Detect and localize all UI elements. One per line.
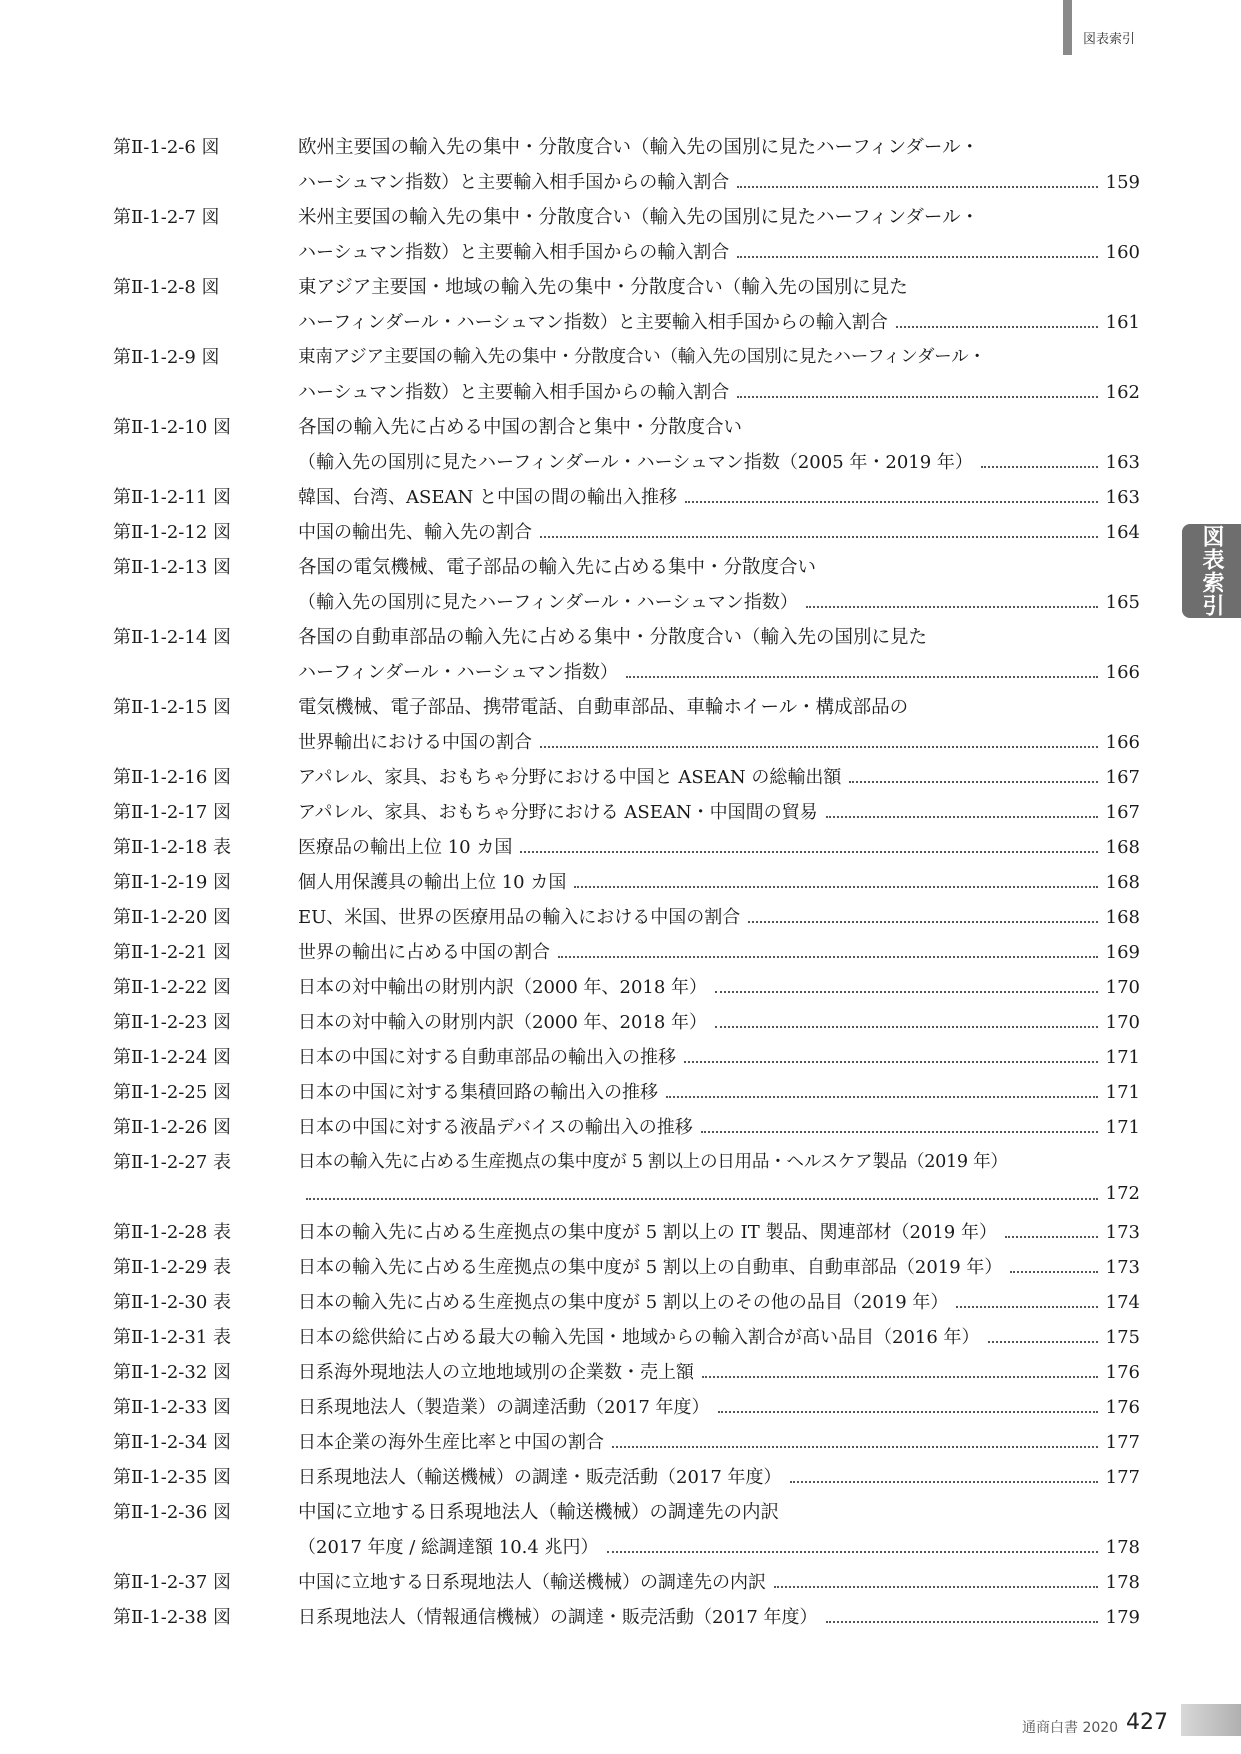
entry-title-text: 医療品の輸出上位 10 カ国: [298, 837, 513, 858]
dot-leader: [626, 675, 1098, 678]
entry-last-line: [298, 1428, 1140, 1454]
entry-title-text: 日本の対中輸出の財別内訳（2000 年、2018 年）: [298, 977, 708, 998]
entry-last-line: [298, 1463, 1140, 1489]
index-entry-line: [0, 619, 1241, 654]
dot-leader: [715, 1025, 1098, 1028]
dot-leader: [748, 920, 1097, 923]
index-entry-line: [0, 1599, 1241, 1634]
page-ref[interactable]: 177: [1105, 1467, 1140, 1488]
page-ref[interactable]: 176: [1105, 1362, 1140, 1383]
index-entry-line: [0, 514, 1241, 549]
dot-leader: [685, 500, 1098, 503]
dot-leader: [574, 885, 1097, 888]
dot-leader: [715, 990, 1098, 993]
index-entry-line: [0, 1004, 1241, 1039]
index-entry[interactable]: [0, 1459, 1241, 1494]
dot-leader: [737, 185, 1097, 188]
index-entry-line: [0, 724, 1241, 759]
index-entry[interactable]: [0, 1074, 1241, 1109]
entry-title-text: 日本企業の海外生産比率と中国の割合: [298, 1432, 604, 1453]
index-entry-line: [0, 584, 1241, 619]
page-ref[interactable]: 170: [1105, 977, 1140, 998]
index-entry[interactable]: [0, 269, 1241, 339]
index-entry[interactable]: [0, 409, 1241, 479]
page-ref[interactable]: 178: [1105, 1537, 1140, 1558]
index-entry-line: [0, 899, 1241, 934]
index-entry[interactable]: [0, 514, 1241, 549]
index-entry[interactable]: [0, 619, 1241, 689]
index-entry[interactable]: [0, 1144, 1241, 1214]
entry-last-line: [298, 868, 1140, 894]
index-entry-line: [0, 1249, 1241, 1284]
page-ref[interactable]: 174: [1105, 1292, 1140, 1313]
entry-title-text: 日本の輸入先に占める生産拠点の集中度が 5 割以上のその他の品目（2019 年）: [298, 1292, 949, 1313]
index-entry-line: [0, 1214, 1241, 1249]
index-entry[interactable]: [0, 759, 1241, 794]
figure-label: 第Ⅱ-1-2-20 図: [113, 907, 232, 928]
dot-leader: [896, 325, 1098, 328]
figure-label: 第Ⅱ-1-2-36 図: [113, 1502, 232, 1523]
index-entry[interactable]: [0, 1389, 1241, 1424]
page-ref[interactable]: 171: [1105, 1117, 1140, 1138]
entry-title-text: 個人用保護具の輸出上位 10 カ国: [298, 872, 567, 893]
index-side-tab[interactable]: 図表索引: [1182, 524, 1241, 618]
entry-title-text: ハーフィンダール・ハーシュマン指数）: [298, 662, 618, 683]
entry-last-line: [298, 1008, 1140, 1034]
entry-title-text: 世界輸出における中国の割合: [298, 732, 532, 753]
index-entry[interactable]: [0, 864, 1241, 899]
entry-title-text: 各国の輸入先に占める中国の割合と集中・分散度合い: [298, 417, 743, 438]
entry-title-text: 東アジア主要国・地域の輸入先の集中・分散度合い（輸入先の国別に見た: [298, 277, 908, 298]
figure-label: 第Ⅱ-1-2-23 図: [113, 1012, 232, 1033]
index-entry-line: [0, 794, 1241, 829]
dot-leader: [806, 605, 1098, 608]
page-ref[interactable]: 163: [1105, 487, 1140, 508]
entry-last-line: [298, 763, 1140, 789]
index-entry[interactable]: [0, 1564, 1241, 1599]
index-entry-line: [0, 1424, 1241, 1459]
index-entry-line: [0, 269, 1241, 304]
page-ref[interactable]: 173: [1105, 1222, 1140, 1243]
dot-leader: [826, 815, 1098, 818]
figure-label: 第Ⅱ-1-2-9 図: [113, 347, 220, 368]
entry-title-text: ハーシュマン指数）と主要輸入相手国からの輸入割合: [298, 382, 730, 403]
index-entry-line: [0, 759, 1241, 794]
figure-label: 第Ⅱ-1-2-16 図: [113, 767, 232, 788]
figure-label: 第Ⅱ-1-2-37 図: [113, 1572, 232, 1593]
dot-leader: [520, 850, 1097, 853]
figure-label: 第Ⅱ-1-2-6 図: [113, 137, 220, 158]
page-ref[interactable]: 168: [1105, 837, 1140, 858]
page-ref[interactable]: 167: [1105, 767, 1140, 788]
entry-title-text: ハーシュマン指数）と主要輸入相手国からの輸入割合: [298, 172, 730, 193]
figure-label: 第Ⅱ-1-2-24 図: [113, 1047, 232, 1068]
entry-last-line: [298, 1113, 1140, 1139]
figure-label: 第Ⅱ-1-2-7 図: [113, 207, 220, 228]
page-ref[interactable]: 164: [1105, 522, 1140, 543]
entry-title-text: 東南アジア主要国の輸入先の集中・分散度合い（輸入先の国別に見たハーフィンダール・: [298, 347, 986, 367]
page-ref[interactable]: 171: [1105, 1047, 1140, 1068]
figure-label: 第Ⅱ-1-2-31 表: [113, 1327, 232, 1348]
figure-label: 第Ⅱ-1-2-19 図: [113, 872, 232, 893]
entry-title-text: 日本の中国に対する自動車部品の輸出入の推移: [298, 1047, 676, 1068]
entry-last-line: [298, 308, 1140, 334]
entry-title-text: ハーフィンダール・ハーシュマン指数）と主要輸入相手国からの輸入割合: [298, 312, 888, 333]
dot-leader: [1010, 1270, 1097, 1273]
entry-title-text: 日本の輸入先に占める生産拠点の集中度が 5 割以上の自動車、自動車部品（2019 年）: [298, 1257, 1003, 1278]
dot-leader: [849, 780, 1097, 783]
index-entry[interactable]: [0, 1319, 1241, 1354]
index-entry-line: [0, 934, 1241, 969]
index-entry-line: [0, 1354, 1241, 1389]
entry-last-line: [298, 1533, 1140, 1559]
index-entry-line: [0, 1319, 1241, 1354]
index-entry-line: [0, 1529, 1241, 1564]
dot-leader: [826, 1620, 1098, 1623]
dot-leader: [540, 745, 1098, 748]
index-entry-line: [0, 1494, 1241, 1529]
entry-last-line: [298, 1393, 1140, 1419]
index-entry-line: [0, 1179, 1241, 1214]
entry-title-text: 韓国、台湾、ASEAN と中国の間の輸出入推移: [298, 487, 677, 508]
entry-last-line: [298, 448, 1140, 474]
dot-leader: [701, 1130, 1098, 1133]
header-bar: [1063, 0, 1072, 55]
entry-last-line: [298, 483, 1140, 509]
entry-title-text: 中国に立地する日系現地法人（輸送機械）の調達先の内訳: [298, 1572, 766, 1593]
figure-label: 第Ⅱ-1-2-27 表: [113, 1152, 232, 1173]
index-entry-line: [0, 234, 1241, 269]
page-ref[interactable]: 166: [1105, 662, 1140, 683]
entry-title-text: ハーシュマン指数）と主要輸入相手国からの輸入割合: [298, 242, 730, 263]
index-entry-line: [0, 444, 1241, 479]
entry-last-line: [298, 728, 1140, 754]
dot-leader: [702, 1375, 1098, 1378]
index-entry-line: [0, 1459, 1241, 1494]
index-entry-line: [0, 829, 1241, 864]
index-entry[interactable]: [0, 1249, 1241, 1284]
entry-title-text: （輸入先の国別に見たハーフィンダール・ハーシュマン指数）: [298, 592, 798, 613]
entry-last-line: [298, 1043, 1140, 1069]
dot-leader: [774, 1585, 1098, 1588]
index-entry[interactable]: [0, 479, 1241, 514]
entry-title-text: 各国の自動車部品の輸入先に占める集中・分散度合い（輸入先の国別に見た: [298, 627, 928, 648]
dot-leader: [737, 395, 1097, 398]
footer-book-title: 通商白書 2020: [1022, 1720, 1119, 1736]
figure-label: 第Ⅱ-1-2-35 図: [113, 1467, 232, 1488]
index-entry-line: [0, 304, 1241, 339]
dot-leader: [684, 1060, 1098, 1063]
entry-last-line: [298, 1358, 1140, 1384]
entry-title-text: 世界の輸出に占める中国の割合: [298, 942, 550, 963]
index-entry-line: [0, 479, 1241, 514]
index-entry[interactable]: [0, 794, 1241, 829]
footer-bar: [1181, 1704, 1241, 1736]
index-entry[interactable]: [0, 339, 1241, 409]
page-ref[interactable]: 167: [1105, 802, 1140, 823]
index-entry-line: [0, 1074, 1241, 1109]
index-entry-line: [0, 129, 1241, 164]
page-ref[interactable]: 162: [1105, 382, 1140, 403]
page-ref[interactable]: 166: [1105, 732, 1140, 753]
dot-leader: [1005, 1235, 1098, 1238]
entry-title-text: 日系現地法人（輸送機械）の調達・販売活動（2017 年度）: [298, 1467, 782, 1488]
figure-label: 第Ⅱ-1-2-14 図: [113, 627, 232, 648]
index-entry[interactable]: [0, 1599, 1241, 1634]
header-section-label: 図表索引: [1083, 32, 1136, 47]
entry-last-line: [298, 1603, 1140, 1629]
entry-last-line: [298, 938, 1140, 964]
figure-label: 第Ⅱ-1-2-10 図: [113, 417, 232, 438]
figure-label: 第Ⅱ-1-2-34 図: [113, 1432, 232, 1453]
entry-title-text: （輸入先の国別に見たハーフィンダール・ハーシュマン指数（2005 年・2019 年）: [298, 452, 973, 473]
entry-last-line: [298, 168, 1140, 194]
dot-leader: [718, 1410, 1098, 1413]
index-entry[interactable]: [0, 1354, 1241, 1389]
figure-label: 第Ⅱ-1-2-30 表: [113, 1292, 232, 1313]
figure-label: 第Ⅱ-1-2-22 図: [113, 977, 232, 998]
entry-title-text: 中国に立地する日系現地法人（輸送機械）の調達先の内訳: [298, 1502, 780, 1523]
figure-label: 第Ⅱ-1-2-38 図: [113, 1607, 232, 1628]
page-ref[interactable]: 159: [1105, 172, 1140, 193]
figure-label: 第Ⅱ-1-2-12 図: [113, 522, 232, 543]
page-ref[interactable]: 161: [1105, 312, 1140, 333]
index-entry-line: [0, 654, 1241, 689]
entry-title-text: 米州主要国の輸入先の集中・分散度合い（輸入先の国別に見たハーフィンダール・: [298, 207, 979, 228]
page-ref[interactable]: 169: [1105, 942, 1140, 963]
figure-label: 第Ⅱ-1-2-13 図: [113, 557, 232, 578]
figure-label: 第Ⅱ-1-2-8 図: [113, 277, 220, 298]
page-ref[interactable]: 177: [1105, 1432, 1140, 1453]
page-ref[interactable]: 176: [1105, 1397, 1140, 1418]
index-entry[interactable]: [0, 1284, 1241, 1319]
figure-label: 第Ⅱ-1-2-33 図: [113, 1397, 232, 1418]
figure-label: 第Ⅱ-1-2-18 表: [113, 837, 232, 858]
entry-title-text: アパレル、家具、おもちゃ分野における中国と ASEAN の総輸出額: [298, 767, 842, 788]
index-entry[interactable]: [0, 549, 1241, 619]
entry-last-line: [298, 1218, 1140, 1244]
index-entry-line: [0, 689, 1241, 724]
dot-leader: [666, 1095, 1098, 1098]
entry-title-text: EU、米国、世界の医療用品の輸入における中国の割合: [298, 907, 741, 928]
entry-title-text: 中国の輸出先、輸入先の割合: [298, 522, 532, 543]
page-ref[interactable]: 165: [1105, 592, 1140, 613]
entry-last-line: [298, 238, 1140, 264]
index-entry[interactable]: [0, 689, 1241, 759]
page-ref[interactable]: 160: [1105, 242, 1140, 263]
index-entry-line: [0, 199, 1241, 234]
entry-last-line: [298, 378, 1140, 404]
entry-title-text: 日系現地法人（情報通信機械）の調達・販売活動（2017 年度）: [298, 1607, 818, 1628]
index-entry-line: [0, 164, 1241, 199]
entry-last-line: [298, 658, 1140, 684]
figure-label: 第Ⅱ-1-2-11 図: [113, 487, 232, 508]
index-entry-line: [0, 1039, 1241, 1074]
page-ref[interactable]: 178: [1105, 1572, 1140, 1593]
figure-label: 第Ⅱ-1-2-15 図: [113, 697, 232, 718]
index-entry-line: [0, 1144, 1241, 1179]
entry-last-line: [298, 588, 1140, 614]
entry-title-text: 日本の対中輸入の財別内訳（2000 年、2018 年）: [298, 1012, 708, 1033]
entry-last-line: [298, 518, 1140, 544]
index-entry[interactable]: [0, 1214, 1241, 1249]
index-entry-line: [0, 969, 1241, 1004]
entry-title-text: 欧州主要国の輸入先の集中・分散度合い（輸入先の国別に見たハーフィンダール・: [298, 137, 979, 158]
dot-leader: [737, 255, 1097, 258]
index-entry[interactable]: [0, 1109, 1241, 1144]
page-ref[interactable]: 168: [1105, 872, 1140, 893]
entry-title-text: 日本の輸入先に占める生産拠点の集中度が 5 割以上の日用品・ヘルスケア製品（2019 年）: [298, 1152, 1008, 1172]
entry-last-line: [298, 1183, 1140, 1204]
dot-leader: [612, 1445, 1098, 1448]
figure-label: 第Ⅱ-1-2-28 表: [113, 1222, 232, 1243]
figure-index-list: [0, 129, 1241, 1634]
index-entry-line: [0, 549, 1241, 584]
entry-last-line: [298, 903, 1140, 929]
entry-last-line: [298, 1323, 1140, 1349]
index-entry-line: [0, 339, 1241, 374]
page-ref[interactable]: 168: [1105, 907, 1140, 928]
entry-title-text: 各国の電気機械、電子部品の輸入先に占める集中・分散度合い: [298, 557, 817, 578]
index-entry-line: [0, 374, 1241, 409]
entry-title-text: アパレル、家具、おもちゃ分野における ASEAN・中国間の貿易: [298, 802, 818, 823]
page-number: 427: [1126, 1710, 1168, 1735]
index-entry[interactable]: [0, 934, 1241, 969]
entry-last-line: [298, 1568, 1140, 1594]
dot-leader: [988, 1340, 1098, 1343]
index-entry-line: [0, 1564, 1241, 1599]
dot-leader: [790, 1480, 1098, 1483]
entry-title-text: 日本の中国に対する集積回路の輸出入の推移: [298, 1082, 658, 1103]
page-ref[interactable]: 170: [1105, 1012, 1140, 1033]
index-entry[interactable]: [0, 969, 1241, 1004]
entry-last-line: [298, 973, 1140, 999]
entry-last-line: [298, 1288, 1140, 1314]
dot-leader: [607, 1550, 1098, 1553]
entry-last-line: [298, 1253, 1140, 1279]
page-ref[interactable]: 173: [1105, 1257, 1140, 1278]
figure-label: 第Ⅱ-1-2-32 図: [113, 1362, 232, 1383]
entry-last-line: [298, 1078, 1140, 1104]
dot-leader: [540, 535, 1098, 538]
index-entry-line: [0, 1284, 1241, 1319]
index-entry[interactable]: [0, 1424, 1241, 1459]
entry-title-text: 日本の中国に対する液晶デバイスの輸出入の推移: [298, 1117, 693, 1138]
page-ref[interactable]: 171: [1105, 1082, 1140, 1103]
index-entry-line: [0, 1109, 1241, 1144]
index-entry-line: [0, 1389, 1241, 1424]
page-ref[interactable]: 179: [1105, 1607, 1140, 1628]
index-entry[interactable]: [0, 199, 1241, 269]
dot-leader: [981, 465, 1098, 468]
figure-label: 第Ⅱ-1-2-17 図: [113, 802, 232, 823]
page-ref[interactable]: 172: [1105, 1183, 1140, 1204]
entry-title-text: 日系現地法人（製造業）の調達活動（2017 年度）: [298, 1397, 710, 1418]
index-entry-line: [0, 864, 1241, 899]
entry-title-text: 電気機械、電子部品、携帯電話、自動車部品、車輪ホイール・構成部品の: [298, 697, 909, 718]
index-entry[interactable]: [0, 1004, 1241, 1039]
figure-label: 第Ⅱ-1-2-29 表: [113, 1257, 232, 1278]
index-entry[interactable]: [0, 1039, 1241, 1074]
entry-title-text: 日系海外現地法人の立地地域別の企業数・売上額: [298, 1362, 694, 1383]
figure-label: 第Ⅱ-1-2-25 図: [113, 1082, 232, 1103]
figure-label: 第Ⅱ-1-2-21 図: [113, 942, 232, 963]
entry-title-text: 日本の輸入先に占める生産拠点の集中度が 5 割以上の IT 製品、関連部材（2019 年）: [298, 1222, 997, 1243]
dot-leader: [956, 1305, 1097, 1308]
index-entry[interactable]: [0, 829, 1241, 864]
page-ref[interactable]: 163: [1105, 452, 1140, 473]
dot-leader: [306, 1197, 1098, 1200]
index-entry[interactable]: [0, 899, 1241, 934]
dot-leader: [558, 955, 1098, 958]
entry-last-line: [298, 798, 1140, 824]
entry-last-line: [298, 833, 1140, 859]
page-ref[interactable]: 175: [1105, 1327, 1140, 1348]
entry-title-text: （2017 年度 / 総調達額 10.4 兆円）: [298, 1537, 599, 1558]
index-entry[interactable]: [0, 129, 1241, 199]
entry-title-text: 日本の総供給に占める最大の輸入先国・地域からの輸入割合が高い品目（2016 年）: [298, 1327, 980, 1348]
figure-label: 第Ⅱ-1-2-26 図: [113, 1117, 232, 1138]
index-entry[interactable]: [0, 1494, 1241, 1564]
index-entry-line: [0, 409, 1241, 444]
